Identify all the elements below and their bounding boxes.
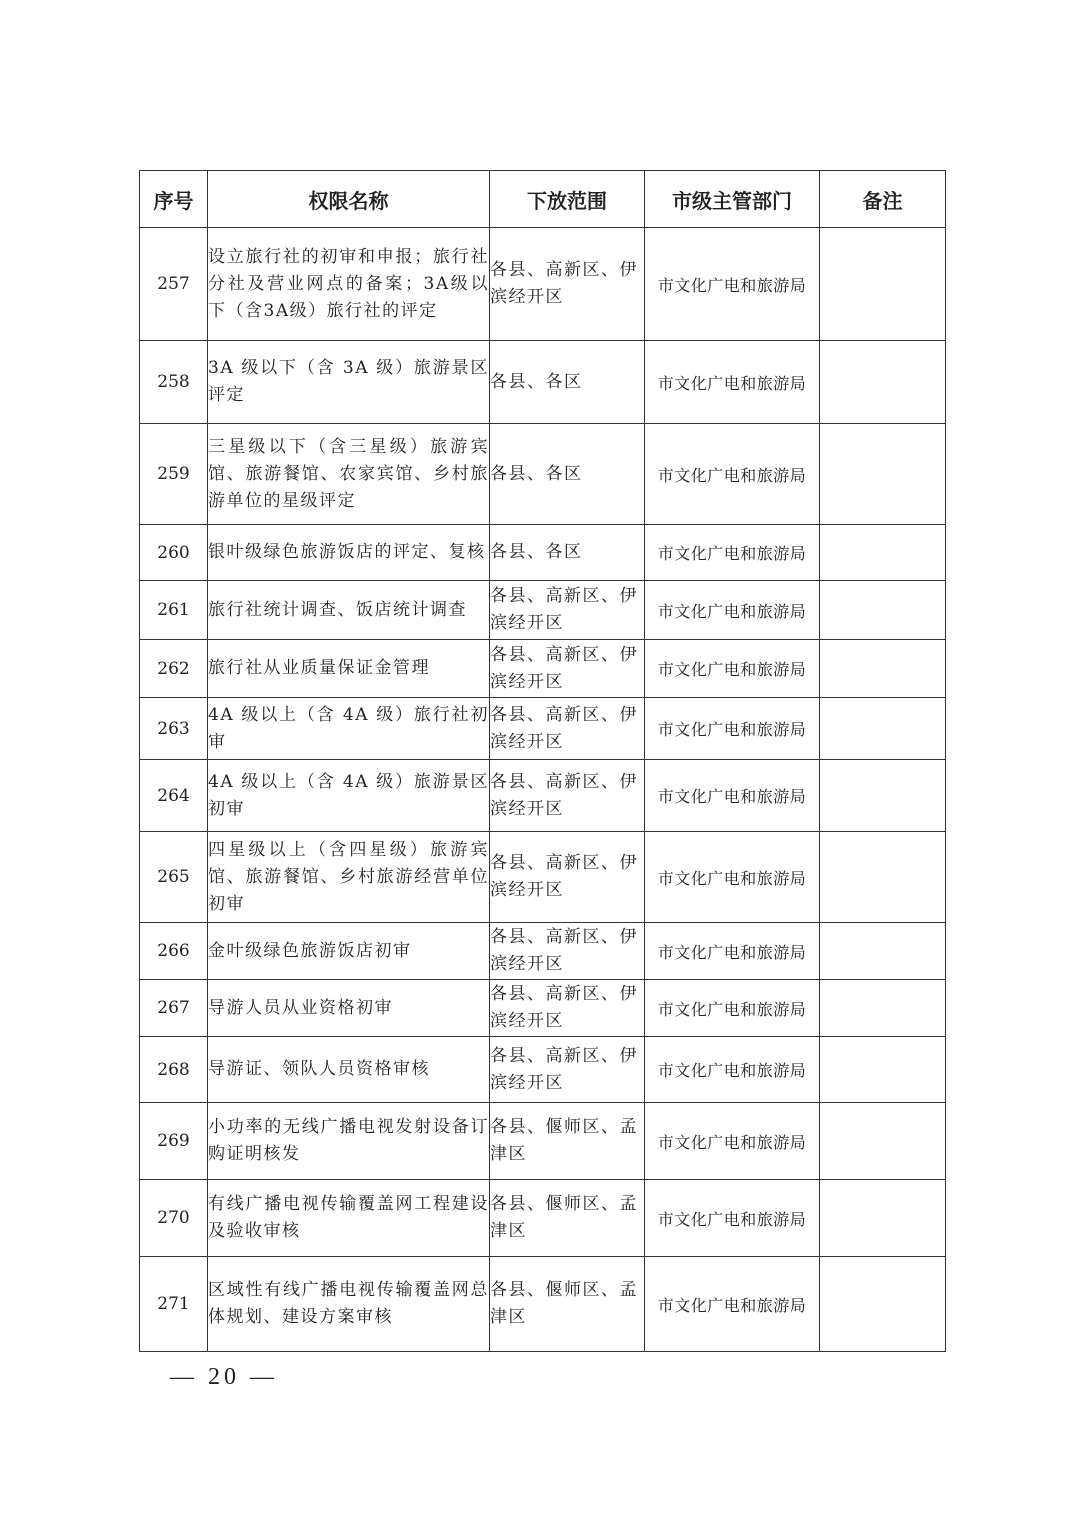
row-department: 市文化广电和旅游局 (645, 424, 820, 525)
row-serial-number: 266 (140, 923, 208, 980)
page-number: — 20 — (170, 1364, 278, 1390)
row-department: 市文化广电和旅游局 (645, 341, 820, 424)
table-row (140, 980, 946, 1037)
authority-table (139, 170, 946, 1352)
row-delegation-scope: 各县、高新区、伊滨经开区 (490, 923, 645, 980)
row-department: 市文化广电和旅游局 (645, 228, 820, 341)
table-row (140, 525, 946, 581)
table-row (140, 228, 946, 341)
row-remarks (820, 341, 946, 424)
row-authority-name: 导游人员从业资格初审 (208, 980, 490, 1037)
table-header-row (140, 171, 946, 228)
row-remarks (820, 698, 946, 760)
table-row (140, 832, 946, 923)
row-remarks (820, 760, 946, 832)
row-department: 市文化广电和旅游局 (645, 923, 820, 980)
row-delegation-scope: 各县、高新区、伊滨经开区 (490, 640, 645, 698)
header-department: 市级主管部门 (645, 171, 820, 228)
table-row (140, 1103, 946, 1180)
row-department: 市文化广电和旅游局 (645, 1037, 820, 1103)
table-row (140, 1257, 946, 1352)
row-remarks (820, 1257, 946, 1352)
row-remarks (820, 923, 946, 980)
row-department: 市文化广电和旅游局 (645, 698, 820, 760)
header-delegation-scope: 下放范围 (490, 171, 645, 228)
row-authority-name: 三星级以下（含三星级）旅游宾馆、旅游餐馆、农家宾馆、乡村旅游单位的星级评定 (208, 424, 490, 525)
row-delegation-scope: 各县、高新区、伊滨经开区 (490, 698, 645, 760)
row-delegation-scope: 各县、高新区、伊滨经开区 (490, 1037, 645, 1103)
row-authority-name: 金叶级绿色旅游饭店初审 (208, 923, 490, 980)
row-department: 市文化广电和旅游局 (645, 640, 820, 698)
row-department: 市文化广电和旅游局 (645, 581, 820, 640)
row-delegation-scope: 各县、偃师区、孟津区 (490, 1257, 645, 1352)
row-serial-number: 261 (140, 581, 208, 640)
table-row (140, 341, 946, 424)
row-delegation-scope: 各县、各区 (490, 424, 645, 525)
row-authority-name: 有线广播电视传输覆盖网工程建设及验收审核 (208, 1180, 490, 1257)
table-row (140, 424, 946, 525)
row-authority-name: 四星级以上（含四星级）旅游宾馆、旅游餐馆、乡村旅游经营单位初审 (208, 832, 490, 923)
row-authority-name: 旅行社统计调查、饭店统计调查 (208, 581, 490, 640)
table-row (140, 1180, 946, 1257)
row-authority-name: 导游证、领队人员资格审核 (208, 1037, 490, 1103)
row-delegation-scope: 各县、偃师区、孟津区 (490, 1180, 645, 1257)
row-department: 市文化广电和旅游局 (645, 1257, 820, 1352)
row-delegation-scope: 各县、高新区、伊滨经开区 (490, 832, 645, 923)
row-authority-name: 4A 级以上（含 4A 级）旅游景区初审 (208, 760, 490, 832)
row-delegation-scope: 各县、各区 (490, 525, 645, 581)
row-serial-number: 259 (140, 424, 208, 525)
row-remarks (820, 832, 946, 923)
table-row (140, 923, 946, 980)
row-serial-number: 269 (140, 1103, 208, 1180)
row-department: 市文化广电和旅游局 (645, 1180, 820, 1257)
table-row (140, 760, 946, 832)
row-remarks (820, 228, 946, 341)
row-serial-number: 265 (140, 832, 208, 923)
row-delegation-scope: 各县、偃师区、孟津区 (490, 1103, 645, 1180)
row-authority-name: 3A 级以下（含 3A 级）旅游景区评定 (208, 341, 490, 424)
row-serial-number: 260 (140, 525, 208, 581)
header-serial-number: 序号 (140, 171, 208, 228)
row-authority-name: 区域性有线广播电视传输覆盖网总体规划、建设方案审核 (208, 1257, 490, 1352)
row-delegation-scope: 各县、高新区、伊滨经开区 (490, 760, 645, 832)
row-department: 市文化广电和旅游局 (645, 760, 820, 832)
row-remarks (820, 1037, 946, 1103)
row-remarks (820, 1180, 946, 1257)
row-remarks (820, 424, 946, 525)
row-serial-number: 263 (140, 698, 208, 760)
table-body (140, 228, 946, 1352)
row-authority-name: 银叶级绿色旅游饭店的评定、复核 (208, 525, 490, 581)
table-row (140, 640, 946, 698)
row-serial-number: 267 (140, 980, 208, 1037)
row-serial-number: 257 (140, 228, 208, 341)
row-authority-name: 旅行社从业质量保证金管理 (208, 640, 490, 698)
row-department: 市文化广电和旅游局 (645, 980, 820, 1037)
row-serial-number: 262 (140, 640, 208, 698)
row-authority-name: 设立旅行社的初审和申报；旅行社分社及营业网点的备案；3A级以下（含3A级）旅行社的评定 (208, 228, 490, 341)
row-delegation-scope: 各县、各区 (490, 341, 645, 424)
row-delegation-scope: 各县、高新区、伊滨经开区 (490, 980, 645, 1037)
row-remarks (820, 640, 946, 698)
row-delegation-scope: 各县、高新区、伊滨经开区 (490, 228, 645, 341)
header-remarks: 备注 (820, 171, 946, 228)
row-authority-name: 4A 级以上（含 4A 级）旅行社初审 (208, 698, 490, 760)
row-serial-number: 268 (140, 1037, 208, 1103)
table-row (140, 581, 946, 640)
row-serial-number: 264 (140, 760, 208, 832)
row-delegation-scope: 各县、高新区、伊滨经开区 (490, 581, 645, 640)
row-serial-number: 271 (140, 1257, 208, 1352)
row-authority-name: 小功率的无线广播电视发射设备订购证明核发 (208, 1103, 490, 1180)
header-authority-name: 权限名称 (208, 171, 490, 228)
row-department: 市文化广电和旅游局 (645, 525, 820, 581)
row-serial-number: 258 (140, 341, 208, 424)
table-row (140, 698, 946, 760)
row-remarks (820, 980, 946, 1037)
table-row (140, 1037, 946, 1103)
row-serial-number: 270 (140, 1180, 208, 1257)
row-department: 市文化广电和旅游局 (645, 832, 820, 923)
row-department: 市文化广电和旅游局 (645, 1103, 820, 1180)
row-remarks (820, 525, 946, 581)
row-remarks (820, 1103, 946, 1180)
row-remarks (820, 581, 946, 640)
